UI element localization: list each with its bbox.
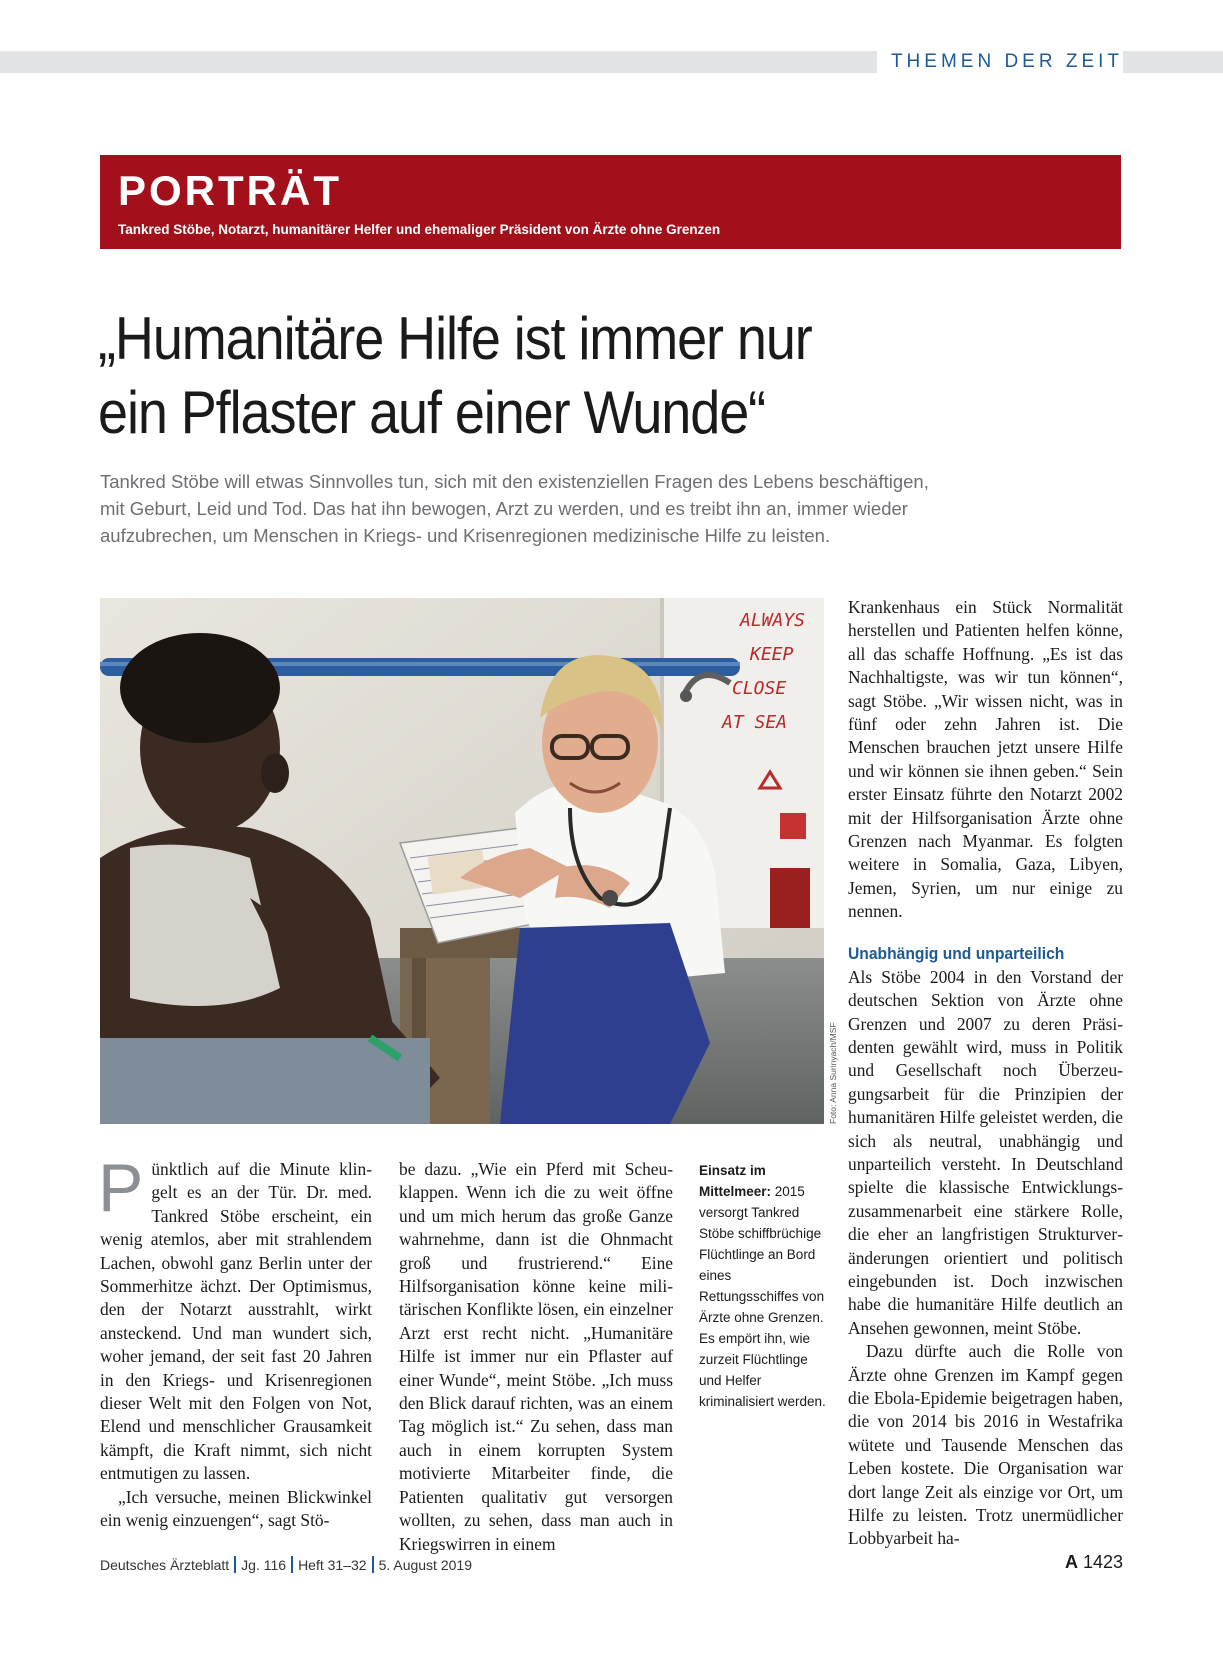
lead-line-3: aufzubrechen, um Menschen in Kriegs- und Krisenregionen medizinische Hilfe zu leisten. <box>100 525 831 546</box>
body-paragraph-1-text: ünktlich auf die Minute klingelt es an der Tür. Dr. med. Tankred Stöbe erscheint, ein wenig atemlos, aber mit strahlendem Lachen, obwohl ganz Berlin unter der Sommerhitze ächzt. Der Optimismus, den der Notarzt ausstrahlt, wirkt ansteckend. Und man wundert sich, woher jemand, der seit fast 20 Jahren in den Kriegs- und Krisenregionen dieser Welt mit den Folgen von Not, Elend und menschlicher Grausamkeit kämpft, die Kraft nimmt, sich nicht entmutigen zu lassen. <box>100 1159 372 1484</box>
photo-illustration <box>100 598 824 1124</box>
photo-credit: Foto: Anna Surinyach/MSF <box>828 1022 838 1124</box>
lead-line-2: mit Geburt, Leid und Tod. Das hat ihn bewogen, Arzt zu werden, und es treibt ihn an, immer wieder <box>100 498 908 519</box>
headline-line-1: „Humanitäre Hilfe ist immer nur <box>98 305 812 372</box>
photo-caption <box>699 1160 829 1412</box>
page-number-value: 1423 <box>1082 1552 1123 1572</box>
footer-volume: Jg. 116 <box>241 1557 287 1573</box>
drop-cap: P <box>98 1150 144 1226</box>
article-photo <box>100 598 824 1124</box>
footer-issue: Heft 31–32 <box>298 1557 367 1573</box>
section-label: THEMEN DER ZEIT <box>877 50 1123 74</box>
caption-title: Einsatz im Mittelmeer: <box>699 1163 772 1199</box>
page-number <box>1065 1552 1123 1573</box>
sign-keep: KEEP <box>750 644 794 665</box>
body-paragraph-2: „Ich versuche, meinen Blickwinkel ein wenig einzuengen“, sagt Stö- <box>100 1486 372 1531</box>
footer-separator <box>372 1556 374 1573</box>
body-paragraph-1 <box>98 1150 372 1486</box>
footer-separator <box>291 1556 293 1573</box>
body-paragraph-4: Dazu dürfte auch die Rolle von Ärzte ohne Grenzen im Kampf gegen die Ebola-Epidemie beigetragen haben, die von 2014 bis 2016 in Westafrika wütete und Tausende Menschen das Leben kostete. Die Organisation war dort lange Zeit als einzige vor Ort, um Hilfe zu leisten. Trotz unermüdlicher Lobbyarbeit ha- <box>848 1341 1123 1549</box>
footer-separator <box>234 1556 236 1573</box>
sign-close: CLOSE <box>732 678 787 699</box>
body-column-1 <box>98 1150 372 1533</box>
kicker-box <box>100 155 1121 249</box>
kicker-title: PORTRÄT <box>118 167 342 214</box>
page-prefix: A <box>1064 1552 1078 1572</box>
footer-journal: Deutsches Ärzteblatt <box>100 1557 230 1573</box>
footer-citation <box>100 1556 472 1573</box>
body-paragraph-3: Als Stöbe 2004 in den Vorstand der deutschen Sektion von Ärzte ohne Grenzen und 2007 zu deren Präsidenten gewählt wird, muss in Politik und Gesellschaft noch Überzeugungsarbeit für die Prinzipien der humanitären Hilfe geleistet werden, die sich als neutral, unabhängig und unparteilich versteht. In Deutschland spielte die klassische Entwicklungszusammenarbeit eine stärkere Rolle, die eher an langfristigen Strukturveränderungen orientiert und politisch eingebunden ist. Doch inzwischen habe die humanitäre Hilfe deutlich an Ansehen gewonnen, meint Stöbe. <box>848 966 1123 1338</box>
headline <box>98 302 1025 450</box>
kicker-subtitle: Tankred Stöbe, Notarzt, humanitärer Helfer und ehemaliger Präsident von Ärzte ohne Grenzen <box>118 222 721 237</box>
caption-text: 2015 versorgt Tankred Stöbe schiffbrüchige Flüchtlinge an Bord eines Rettungsschiffes von Ärzte ohne Grenzen. Es empört ihn, wie zurzeit Flüchtlinge und Helfer kriminalisiert werden. <box>699 1184 826 1409</box>
headline-line-2: ein Pflaster auf einer Wunde“ <box>98 379 766 446</box>
footer-date: 5. August 2019 <box>378 1557 472 1573</box>
lead-line-1: Tankred Stöbe will etwas Sinnvolles tun, sich mit den existenziellen Fragen des Lebens beschäftigen, <box>100 471 929 492</box>
sign-at-sea: AT SEA <box>722 712 788 733</box>
sign-always: ALWAYS <box>740 610 806 631</box>
subheading: Unabhängig und unparteilich <box>848 943 1065 963</box>
body-column-2 <box>399 1158 673 1556</box>
body-paragraph-2-end: Krankenhaus ein Stück Normalität herstellen und Patienten helfen könne, all das schaffe Hoffnung. „Es ist das Nachhaltigste, was wir tun können“, sagt Stöbe. „Wir wissen nicht, was in fünf oder zehn Jahren ist. Die Menschen brauchen jetzt unsere Hilfe und wir können sie ihnen geben.“ Sein erster Einsatz führte den Notarzt 2002 mit der Hilfsorganisation Ärzte ohne Grenzen nach Myanmar. Es folgten weitere in Somalia, Gaza, Libyen, Jemen, Syrien, um nur einige zu nennen. <box>848 597 1123 922</box>
body-paragraph-2-cont: be dazu. „Wie ein Pferd mit Scheuklappen. Wenn ich die zu weit öffne und um mich herum das große Ganze wahrnehme, dann ist die Ohnmacht groß und frustrierend.“ Eine Hilfsorganisation könne keine militärischen Konflikte lösen, ein einzelner Arzt erst recht nicht. „Humanitäre Hilfe ist immer nur ein Pflaster auf einer Wunde“, meint Stöbe. „Ich muss den Blick darauf richten, was an einem Tag möglich ist.“ Zu sehen, dass man auch in einem korrupten System motivierte Mitarbeiter finde, die Patienten qualitativ gut versorgen wollten, zu sehen, dass man auch in Kriegswirren in einem <box>399 1159 673 1554</box>
lead-paragraph <box>100 468 1120 549</box>
body-column-3 <box>848 596 1123 1551</box>
